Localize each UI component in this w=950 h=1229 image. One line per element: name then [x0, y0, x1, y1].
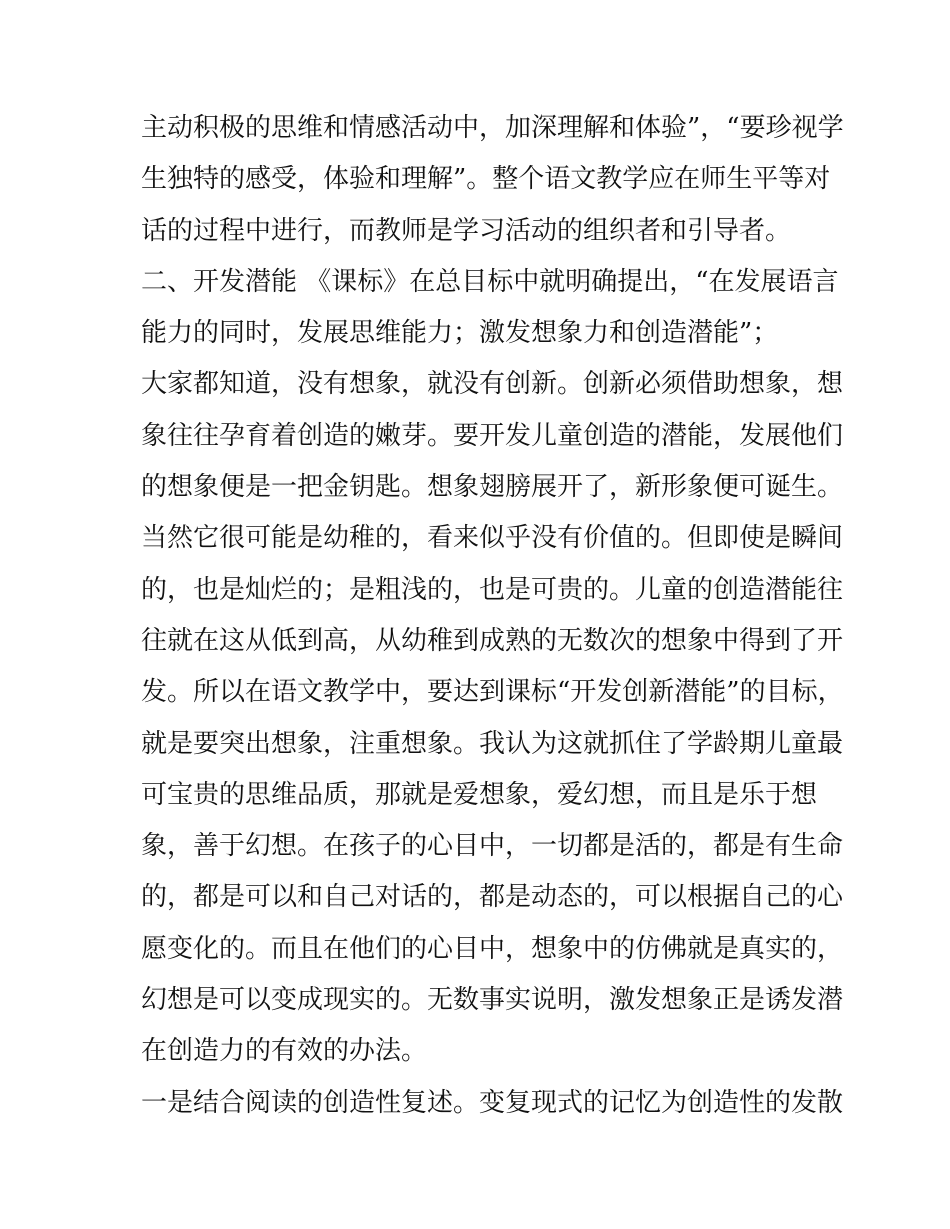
text-line: 一是结合阅读的创造性复述。变复现式的记忆为创造性的发散	[141, 1087, 844, 1118]
text-line: 话的过程中进行，而教师是学习活动的组织者和引导者。	[141, 215, 792, 246]
text-line: 幻想是可以变成现实的。无数事实说明，激发想象正是诱发潜	[141, 985, 844, 1016]
text-line: 象，善于幻想。在孩子的心目中，一切都是活的，都是有生命	[141, 831, 844, 862]
text-line: 的，都是可以和自己对话的，都是动态的，可以根据自己的心	[141, 882, 844, 913]
text-line: 的，也是灿烂的；是粗浅的，也是可贵的。儿童的创造潜能往	[141, 574, 844, 605]
text-line: 可宝贵的思维品质，那就是爱想象，爱幻想，而且是乐于想	[141, 779, 818, 810]
text-line: 象往往孕育着创造的嫩芽。要开发儿童创造的潜能，发展他们	[141, 420, 844, 451]
text-line: 能力的同时，发展思维能力；激发想象力和创造潜能”；	[141, 318, 779, 349]
section-heading-line: 二、开发潜能 《课标》在总目标中就明确提出，“在发展语言	[141, 266, 839, 297]
text-line: 愿变化的。而且在他们的心目中，想象中的仿佛就是真实的，	[141, 933, 844, 964]
text-line: 生独特的感受，体验和理解”。整个语文教学应在师生平等对	[141, 164, 831, 195]
body-text	[141, 103, 844, 1129]
text-line: 发。所以在语文教学中，要达到课标“开发创新潜能”的目标，	[141, 677, 844, 708]
text-line: 当然它很可能是幼稚的，看来似乎没有价值的。但即使是瞬间	[141, 523, 844, 554]
text-line: 就是要突出想象，注重想象。我认为这就抓住了学龄期儿童最	[141, 728, 844, 759]
text-line: 在创造力的有效的办法。	[141, 1036, 428, 1067]
text-line: 大家都知道，没有想象，就没有创新。创新必须借助想象，想	[141, 369, 844, 400]
text-line: 主动积极的思维和情感活动中，加深理解和体验”，“要珍视学	[141, 113, 844, 143]
text-line: 往就在这从低到高，从幼稚到成熟的无数次的想象中得到了开	[141, 625, 844, 656]
text-line: 的想象便是一把金钥匙。想象翅膀展开了，新形象便可诞生。	[141, 472, 844, 503]
